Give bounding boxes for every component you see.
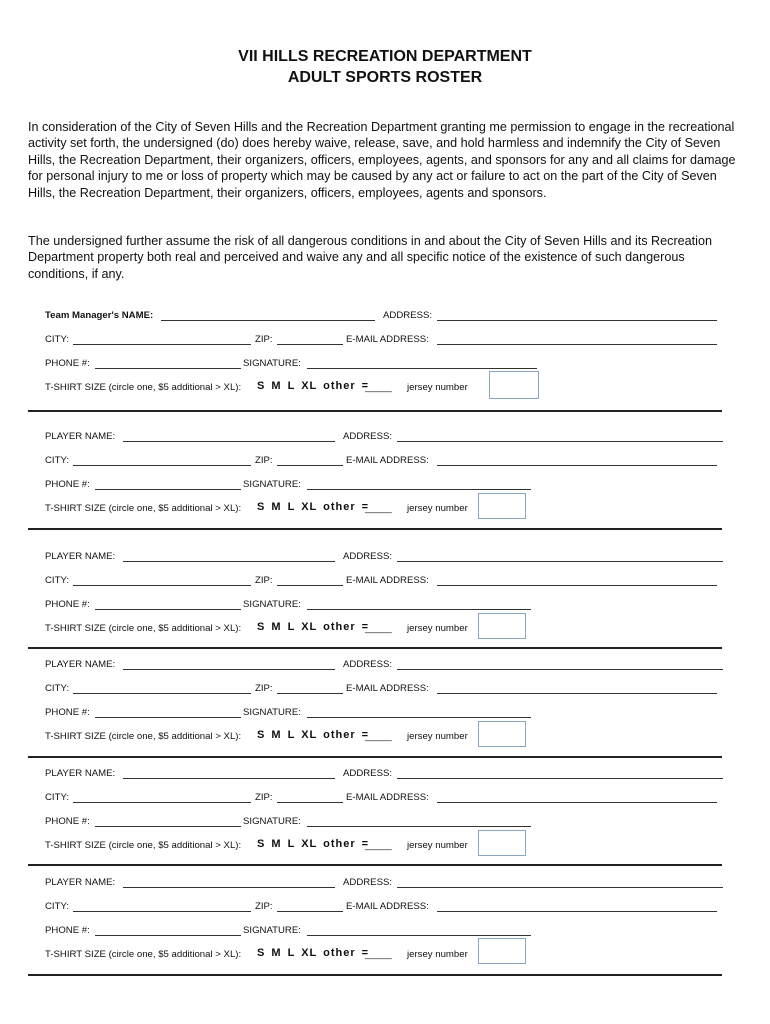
- zip-field[interactable]: [277, 911, 343, 912]
- email-label: E-MAIL ADDRESS:: [346, 575, 429, 586]
- tshirt-size-label: T-SHIRT SIZE (circle one, $5 additional > XL):: [45, 949, 242, 960]
- phone-field[interactable]: [95, 717, 241, 718]
- other-size-blank[interactable]: _____: [365, 382, 392, 393]
- entry-separator: [28, 974, 722, 976]
- player-name-label: PLAYER NAME:: [45, 768, 116, 779]
- city-field[interactable]: [73, 344, 251, 345]
- phone-field[interactable]: [95, 826, 241, 827]
- zip-label: ZIP:: [255, 334, 273, 345]
- city-label: CITY:: [45, 792, 69, 803]
- signature-field[interactable]: [307, 717, 531, 718]
- city-field[interactable]: [73, 465, 251, 466]
- city-label: CITY:: [45, 683, 69, 694]
- entry-separator: [28, 647, 722, 649]
- waiver-paragraph-2: The undersigned further assume the risk of all dangerous conditions in and about the City of Seven Hills and its Recreation Department property both real and perceived and waive any and all specific notice of the existence of such dangerous conditions, if any.: [28, 234, 712, 281]
- jersey-number-label: jersey number: [407, 840, 468, 851]
- other-size-blank[interactable]: _____: [365, 623, 392, 634]
- phone-label: PHONE #:: [45, 358, 90, 369]
- phone-label: PHONE #:: [45, 816, 90, 827]
- tshirt-size-label: T-SHIRT SIZE (circle one, $5 additional > XL):: [45, 623, 242, 634]
- zip-label: ZIP:: [255, 683, 273, 694]
- page-title-line-1: VII HILLS RECREATION DEPARTMENT: [238, 48, 532, 65]
- player-name-label: PLAYER NAME:: [45, 551, 116, 562]
- jersey-number-label: jersey number: [407, 503, 468, 514]
- address-label: ADDRESS:: [343, 431, 393, 442]
- player-name-field[interactable]: [123, 778, 335, 779]
- jersey-number-box[interactable]: [478, 938, 526, 964]
- waiver-paragraph-1: In consideration of the City of Seven Hills and the Recreation Department granting me permission to engage in the recreational activity set forth, the undersigned (do) does hereby waive, release, save, and hold harmless and indemnify the City of Seven Hills, the Recreation Department, their organizers, officers, employees, agents, and sponsors for any and all claims for damage for personal injury to me or loss of property which may be caused by any act or failure to act on the part of the City of Seven Hills, the Recreation Department, their organizers, officers, employees, agents and sponsors.: [28, 120, 736, 200]
- jersey-number-label: jersey number: [407, 731, 468, 742]
- city-label: CITY:: [45, 334, 69, 345]
- jersey-number-box[interactable]: [478, 613, 526, 639]
- jersey-number-box[interactable]: [478, 721, 526, 747]
- city-field[interactable]: [73, 585, 251, 586]
- zip-label: ZIP:: [255, 455, 273, 466]
- phone-field[interactable]: [95, 368, 241, 369]
- entry-separator: [28, 528, 722, 530]
- email-label: E-MAIL ADDRESS:: [346, 683, 429, 694]
- phone-field[interactable]: [95, 489, 241, 490]
- player-name-label: PLAYER NAME:: [45, 659, 116, 670]
- signature-label: SIGNATURE:: [243, 599, 301, 610]
- address-field[interactable]: [397, 561, 723, 562]
- signature-label: SIGNATURE:: [243, 358, 301, 369]
- email-field[interactable]: [437, 911, 717, 912]
- phone-label: PHONE #:: [45, 599, 90, 610]
- signature-label: SIGNATURE:: [243, 707, 301, 718]
- email-label: E-MAIL ADDRESS:: [346, 901, 429, 912]
- tshirt-size-options[interactable]: S M L XL other =: [257, 501, 370, 513]
- entry-separator: [28, 864, 722, 866]
- signature-label: SIGNATURE:: [243, 479, 301, 490]
- phone-field[interactable]: [95, 609, 241, 610]
- signature-label: SIGNATURE:: [243, 816, 301, 827]
- other-size-blank[interactable]: _____: [365, 840, 392, 851]
- city-label: CITY:: [45, 455, 69, 466]
- address-label: ADDRESS:: [383, 310, 433, 321]
- zip-label: ZIP:: [255, 575, 273, 586]
- manager-name-field[interactable]: [161, 320, 375, 321]
- zip-label: ZIP:: [255, 792, 273, 803]
- email-label: E-MAIL ADDRESS:: [346, 334, 429, 345]
- city-field[interactable]: [73, 693, 251, 694]
- phone-label: PHONE #:: [45, 925, 90, 936]
- player-name-label: PLAYER NAME:: [45, 431, 116, 442]
- signature-field[interactable]: [307, 609, 531, 610]
- player-name-field[interactable]: [123, 561, 335, 562]
- entry-separator: [28, 410, 722, 412]
- phone-label: PHONE #:: [45, 479, 90, 490]
- address-label: ADDRESS:: [343, 551, 393, 562]
- tshirt-size-label: T-SHIRT SIZE (circle one, $5 additional > XL):: [45, 503, 242, 514]
- address-field[interactable]: [397, 887, 723, 888]
- address-field[interactable]: [397, 669, 723, 670]
- address-label: ADDRESS:: [343, 659, 393, 670]
- jersey-number-label: jersey number: [407, 382, 468, 393]
- phone-field[interactable]: [95, 935, 241, 936]
- player-name-label: PLAYER NAME:: [45, 877, 116, 888]
- email-field[interactable]: [437, 693, 717, 694]
- city-label: CITY:: [45, 575, 69, 586]
- city-label: CITY:: [45, 901, 69, 912]
- other-size-blank[interactable]: _____: [365, 949, 392, 960]
- tshirt-size-options[interactable]: S M L XL other =: [257, 947, 370, 959]
- jersey-number-label: jersey number: [407, 623, 468, 634]
- zip-field[interactable]: [277, 693, 343, 694]
- email-label: E-MAIL ADDRESS:: [346, 792, 429, 803]
- city-field[interactable]: [73, 802, 251, 803]
- email-field[interactable]: [437, 344, 717, 345]
- tshirt-size-label: T-SHIRT SIZE (circle one, $5 additional > XL):: [45, 382, 242, 393]
- tshirt-size-label: T-SHIRT SIZE (circle one, $5 additional > XL):: [45, 840, 242, 851]
- email-field[interactable]: [437, 585, 717, 586]
- jersey-number-box[interactable]: [478, 493, 526, 519]
- address-label: ADDRESS:: [343, 877, 393, 888]
- address-field[interactable]: [437, 320, 717, 321]
- zip-field[interactable]: [277, 465, 343, 466]
- other-size-blank[interactable]: _____: [365, 731, 392, 742]
- email-label: E-MAIL ADDRESS:: [346, 455, 429, 466]
- jersey-number-label: jersey number: [407, 949, 468, 960]
- address-field[interactable]: [397, 778, 723, 779]
- signature-label: SIGNATURE:: [243, 925, 301, 936]
- player-name-field[interactable]: [123, 887, 335, 888]
- signature-field[interactable]: [307, 826, 531, 827]
- zip-field[interactable]: [277, 585, 343, 586]
- player-name-field[interactable]: [123, 441, 335, 442]
- signature-field[interactable]: [307, 489, 531, 490]
- player-name-field[interactable]: [123, 669, 335, 670]
- entry-separator: [28, 756, 722, 758]
- tshirt-size-options[interactable]: S M L XL other =: [257, 838, 370, 850]
- tshirt-size-options[interactable]: S M L XL other =: [257, 729, 370, 741]
- phone-label: PHONE #:: [45, 707, 90, 718]
- address-field[interactable]: [397, 441, 723, 442]
- manager-name-label: Team Manager's NAME:: [45, 310, 154, 321]
- zip-field[interactable]: [277, 802, 343, 803]
- zip-label: ZIP:: [255, 901, 273, 912]
- page-title-line-2: ADULT SPORTS ROSTER: [287, 69, 483, 86]
- tshirt-size-options[interactable]: S M L XL other =: [257, 380, 370, 392]
- email-field[interactable]: [437, 802, 717, 803]
- signature-field[interactable]: [307, 935, 531, 936]
- other-size-blank[interactable]: _____: [365, 503, 392, 514]
- tshirt-size-options[interactable]: S M L XL other =: [257, 621, 370, 633]
- city-field[interactable]: [73, 911, 251, 912]
- tshirt-size-label: T-SHIRT SIZE (circle one, $5 additional > XL):: [45, 731, 242, 742]
- jersey-number-box[interactable]: [478, 830, 526, 856]
- email-field[interactable]: [437, 465, 717, 466]
- signature-field[interactable]: [307, 368, 537, 369]
- zip-field[interactable]: [277, 344, 343, 345]
- jersey-number-box[interactable]: [489, 371, 539, 399]
- address-label: ADDRESS:: [343, 768, 393, 779]
